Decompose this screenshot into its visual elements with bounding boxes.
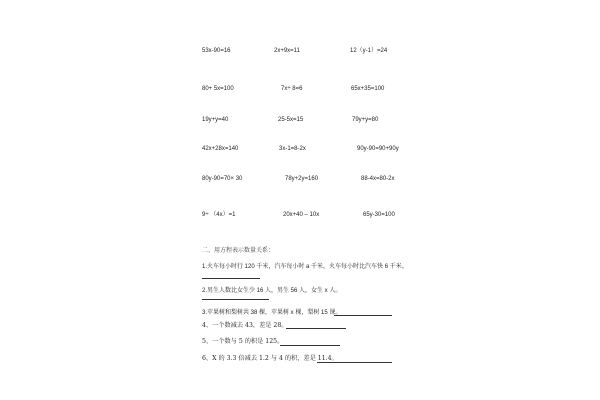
equation-r1-c3: 12（y-1）=24 <box>350 48 388 54</box>
equation-r1-c1: 53x-90=16 <box>202 48 231 54</box>
equation-r2-c2: 7x÷ 8=6 <box>281 86 303 92</box>
question-1: 1.火车每小时行 120 千米，汽车每小时 a 千米，火车每小时比汽车快 6 千米。 <box>202 264 408 270</box>
equation-r2-c1: 80+ 5x=100 <box>202 86 234 92</box>
answer-blank-1[interactable] <box>202 278 260 279</box>
equation-r6-c2: 20x+40 – 10x <box>283 212 320 218</box>
equation-r3-c3: 79y+y=80 <box>352 117 379 123</box>
equation-r5-c1: 80y-90=70× 30 <box>202 176 243 182</box>
equation-r2-c3: 65x+35=100 <box>351 86 385 92</box>
question-6: 6、X 的 3.3 倍减去 1.2 与 4 的积，差是 11.4。 <box>202 355 338 362</box>
answer-blank-3[interactable] <box>334 315 392 316</box>
answer-blank-6[interactable] <box>317 362 392 363</box>
answer-blank-2[interactable] <box>202 299 269 300</box>
answer-blank-4[interactable] <box>286 328 346 329</box>
equation-r3-c2: 25-5x=15 <box>278 117 304 123</box>
question-5: 5、一个数与 5 的积是 125。 <box>202 338 284 345</box>
answer-blank-5[interactable] <box>280 345 340 346</box>
question-4: 4、一个数减去 43，差是 28。 <box>202 322 288 329</box>
equation-r5-c3: 88-4x=80-2x <box>361 176 395 182</box>
equation-r1-c2: 2x+9x=11 <box>274 48 300 54</box>
equation-r4-c2: 3x-1=8-2x <box>279 146 306 152</box>
equation-r6-c3: 65y-30=100 <box>363 212 395 218</box>
section-heading: 二、用方程表示数量关系： <box>202 247 275 254</box>
question-3: 3.苹果树和梨树共 38 棵，苹果树 x 棵，梨树 15 课。 <box>202 310 342 316</box>
equation-r5-c2: 78y+2y=160 <box>285 176 319 182</box>
equation-r3-c1: 19y+y=40 <box>202 117 229 123</box>
equation-r4-c1: 42x+28x=140 <box>202 146 239 152</box>
equation-r6-c1: 9÷ （4x）=1 <box>202 212 236 218</box>
question-2: 2.男生人数比女生少 16 人，男生 56 人，女生 x 人。 <box>202 288 342 294</box>
equation-r4-c3: 90y-90=90+90y <box>357 146 399 152</box>
